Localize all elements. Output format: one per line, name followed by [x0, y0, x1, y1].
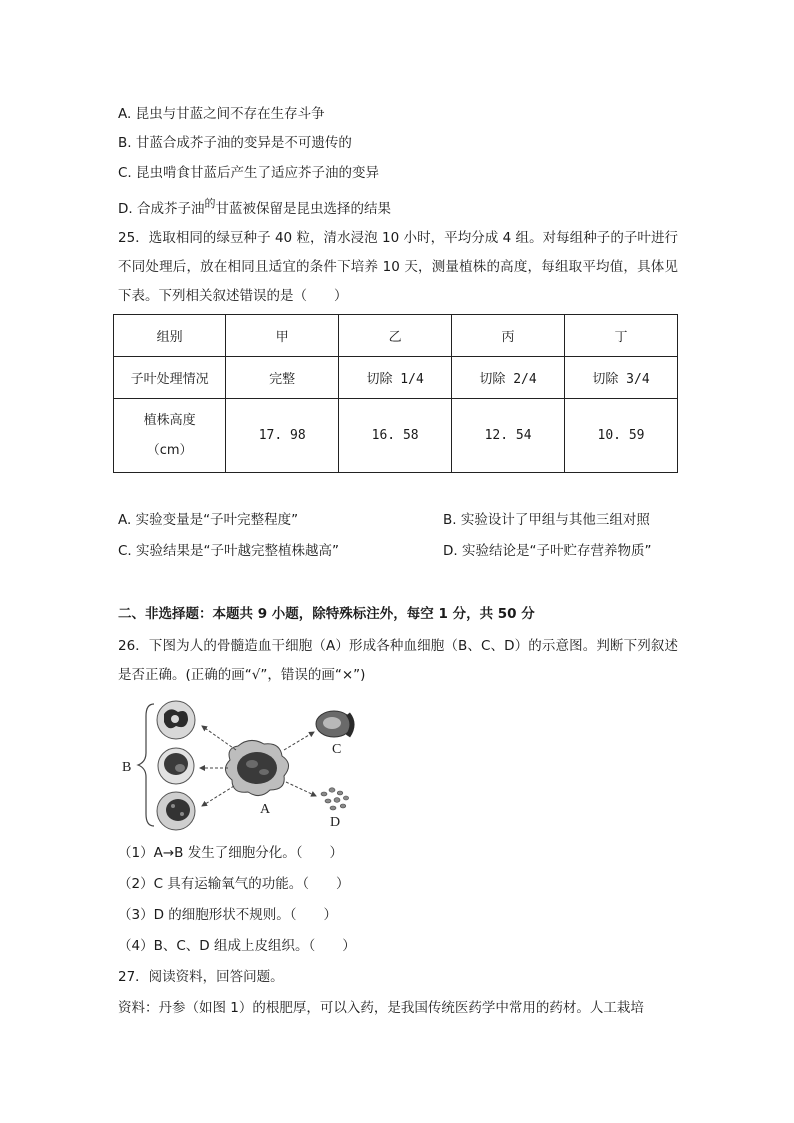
- q24-option-d: [118, 199, 391, 220]
- q25-option-c: C. 实验结果是“子叶越完整植株越高”: [118, 543, 339, 559]
- q26-item-1: （1）A→B 发生了细胞分化。（ ）: [118, 845, 343, 861]
- white-cell-1: [157, 701, 195, 739]
- q26-stem: 26．下图为人的骨髓造血干细胞（A）形成各种血细胞（B、C、D）的示意图。判断下列叙述是否正确。(正确的画“√”，错误的画“×”): [118, 638, 678, 683]
- platelets-d: [321, 788, 349, 810]
- header-bing: 丙: [452, 315, 565, 357]
- white-cell-3: [157, 792, 195, 830]
- table-row-treatment: [114, 357, 678, 399]
- q24-option-c: C. 昆虫啃食甘蓝后产生了适应芥子油的变异: [118, 165, 380, 181]
- treatment-label: 子叶处理情况: [114, 357, 226, 399]
- q25-option-d: D. 实验结论是“子叶贮存营养物质”: [443, 543, 652, 559]
- height-bing: 12. 54: [452, 399, 565, 473]
- red-blood-cell-c: [316, 711, 352, 737]
- height-ding: 10. 59: [565, 399, 678, 473]
- treatment-yi: 切除 1/4: [339, 357, 452, 399]
- label-d: D: [330, 815, 341, 830]
- label-a: A: [260, 802, 271, 817]
- table-header-row: [114, 315, 678, 357]
- white-cell-2: [158, 748, 194, 784]
- height-label: [114, 399, 226, 473]
- height-jia: 17. 98: [226, 399, 339, 473]
- q27-stem: 27．阅读资料，回答问题。: [118, 969, 284, 985]
- q26-item-2: （2）C 具有运输氧气的功能。（ ）: [118, 876, 350, 892]
- height-yi: 16. 58: [339, 399, 452, 473]
- q24-option-d-sup: 的: [204, 197, 216, 210]
- q24-option-a: A. 昆虫与甘蓝之间不存在生存斗争: [118, 106, 325, 122]
- header-jia: 甲: [226, 315, 339, 357]
- height-label-line1: 植株高度: [143, 412, 196, 428]
- label-b: B: [122, 760, 132, 775]
- header-group: 组别: [114, 315, 226, 357]
- q26-item-4: （4）B、C、D 组成上皮组织。（ ）: [118, 938, 356, 954]
- q25-option-b: B. 实验设计了甲组与其他三组对照: [443, 512, 650, 528]
- treatment-ding: 切除 3/4: [565, 357, 678, 399]
- table-row-height: [114, 399, 678, 473]
- treatment-bing: 切除 2/4: [452, 357, 565, 399]
- height-label-line2: （cm）: [146, 442, 193, 458]
- blood-cell-diagram: [118, 698, 368, 833]
- q25-stem: 25．选取相同的绿豆种子 40 粒，清水浸泡 10 小时，平均分成 4 组。对每组种子的子叶进行不同处理后，放在相同且适宜的条件下培养 10 天，测量植株的高度，每组取平均值，具体见下表。下列相关叙述错误的是（ ）: [118, 230, 678, 304]
- q24-option-d-before: D. 合成芥子油: [118, 201, 205, 217]
- q26-item-3: （3）D 的细胞形状不规则。（ ）: [118, 907, 338, 923]
- section2-title: 二、非选择题：本题共 9 小题，除特殊标注外，每空 1 分，共 50 分: [118, 606, 535, 622]
- header-ding: 丁: [565, 315, 678, 357]
- label-c: C: [332, 742, 342, 757]
- treatment-jia: 完整: [226, 357, 339, 399]
- q27-material: 资料：丹参（如图 1）的根肥厚，可以入药，是我国传统医药学中常用的药材。人工栽培: [118, 1000, 644, 1016]
- q24-option-b: B. 甘蓝合成芥子油的变异是不可遗传的: [118, 135, 352, 151]
- q25-data-table: [113, 314, 678, 473]
- brace-b: [138, 704, 154, 826]
- q25-option-a: A. 实验变量是“子叶完整程度”: [118, 512, 299, 528]
- header-yi: 乙: [339, 315, 452, 357]
- q24-option-d-after: 甘蓝被保留是昆虫选择的结果: [215, 201, 391, 217]
